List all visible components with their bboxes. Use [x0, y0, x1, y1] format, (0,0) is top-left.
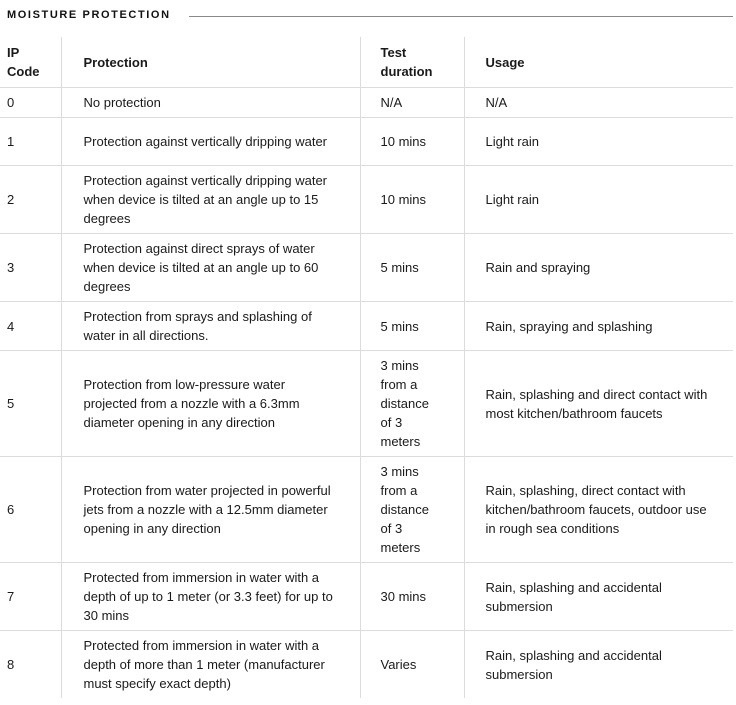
cell-usage: Rain and spraying [464, 234, 733, 302]
cell-protection: Protection against vertically dripping water [61, 118, 360, 166]
cell-ip-code: 3 [0, 234, 61, 302]
table-row [0, 166, 733, 234]
cell-duration: 5 mins [360, 234, 464, 302]
cell-ip-code: 7 [0, 563, 61, 631]
table-row [0, 457, 733, 563]
cell-protection: No protection [61, 88, 360, 118]
cell-protection: Protection from water projected in powerful jets from a nozzle with a 12.5mm diameter opening in any direction [61, 457, 360, 563]
cell-duration: 10 mins [360, 166, 464, 234]
cell-usage: Rain, splashing and accidental submersion [464, 563, 733, 631]
col-header-test-duration: Test duration [360, 37, 464, 88]
cell-usage: Light rain [464, 118, 733, 166]
col-header-ip-code: IP Code [0, 37, 61, 88]
table-row [0, 563, 733, 631]
cell-protection: Protection against vertically dripping water when device is tilted at an angle up to 15 degrees [61, 166, 360, 234]
table-row [0, 88, 733, 118]
col-header-usage: Usage [464, 37, 733, 88]
cell-duration: 30 mins [360, 563, 464, 631]
cell-usage: N/A [464, 88, 733, 118]
section-title: MOISTURE PROTECTION [7, 9, 171, 21]
ip-moisture-table [0, 37, 733, 698]
section-header [0, 0, 736, 32]
col-header-protection: Protection [61, 37, 360, 88]
cell-usage: Light rain [464, 166, 733, 234]
cell-ip-code: 6 [0, 457, 61, 563]
cell-protection: Protection from low-pressure water projected from a nozzle with a 6.3mm diameter opening in any direction [61, 351, 360, 457]
cell-duration: Varies [360, 631, 464, 699]
cell-duration: 3 mins from a distance of 3 meters [360, 457, 464, 563]
cell-protection: Protection from sprays and splashing of water in all directions. [61, 302, 360, 351]
table-row [0, 351, 733, 457]
header-divider [189, 16, 733, 17]
cell-protection: Protected from immersion in water with a depth of up to 1 meter (or 3.3 feet) for up to 30 mins [61, 563, 360, 631]
cell-ip-code: 1 [0, 118, 61, 166]
cell-ip-code: 0 [0, 88, 61, 118]
cell-usage: Rain, splashing and direct contact with most kitchen/bathroom faucets [464, 351, 733, 457]
table-row [0, 118, 733, 166]
cell-ip-code: 5 [0, 351, 61, 457]
table-header-row [0, 37, 733, 88]
cell-duration: 5 mins [360, 302, 464, 351]
cell-duration: N/A [360, 88, 464, 118]
table-row [0, 302, 733, 351]
cell-usage: Rain, splashing and accidental submersion [485, 647, 662, 682]
cell-usage: Rain, spraying and splashing [464, 302, 733, 351]
cell-usage: Rain, splashing, direct contact with kitchen/bathroom faucets, outdoor use in rough sea conditions [464, 457, 733, 563]
table-row [0, 631, 733, 699]
cell-protection: Protection against direct sprays of water when device is tilted at an angle up to 60 degrees [61, 234, 360, 302]
cell-duration: 10 mins [360, 118, 464, 166]
cell-ip-code: 4 [0, 302, 61, 351]
cell-duration: 3 mins from a distance of 3 meters [360, 351, 464, 457]
table-row [0, 234, 733, 302]
cell-ip-code: 8 [0, 631, 61, 699]
cell-protection: Protected from immersion in water with a depth of more than 1 meter (manufacturer must specify exact depth) [61, 631, 360, 699]
cell-ip-code: 2 [0, 166, 61, 234]
